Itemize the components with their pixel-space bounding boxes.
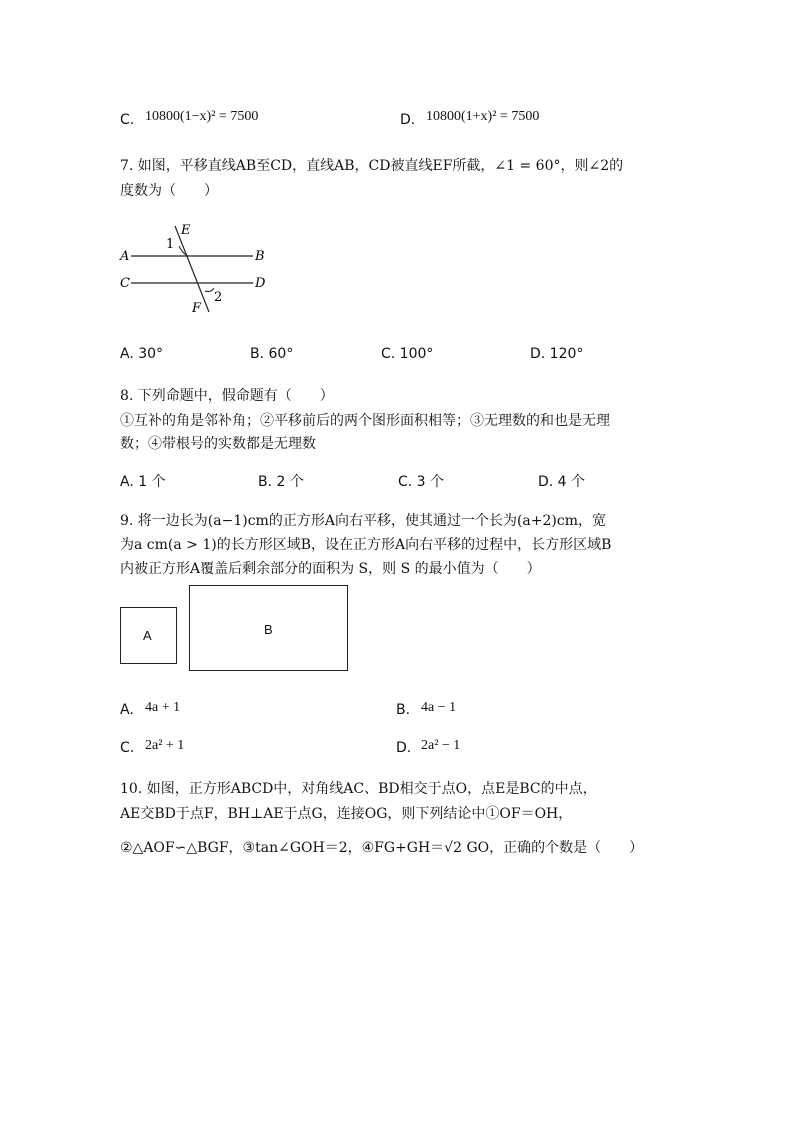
q6-option-d-formula: 10800(1+x)² = 7500 <box>426 109 540 124</box>
label-angle2: 2 <box>214 290 223 305</box>
q7-option-a: A. 30° <box>120 346 164 362</box>
label-c: C <box>120 276 130 291</box>
rectangle-b <box>189 585 348 671</box>
line-ef <box>175 226 209 312</box>
q8-line2: ①互补的角是邻补角；②平移前后的两个图形面积相等；③无理数的和也是无理 <box>120 413 610 429</box>
q6-option-d-label: D. <box>400 112 416 128</box>
label-d: D <box>255 276 266 291</box>
label-e: E <box>181 223 191 238</box>
q10-stem-line1: 10. 如图，正方形ABCD中，对角线AC、BD相交于点O，点E是BC的中点， <box>120 781 597 797</box>
q8-stem: 8. 下列命题中，假命题有（ ） <box>120 388 334 404</box>
angle2-arc <box>205 288 214 292</box>
q9-option-a-label: A. <box>120 702 134 718</box>
q7-option-b: B. 60° <box>250 346 294 362</box>
square-a-label: A <box>143 628 152 643</box>
q9-stem-line1: 9. 将一边长为(a−1)cm的正方形A向右平移，使其通过一个长为(a+2)cm，宽 <box>120 513 606 529</box>
label-a: A <box>120 249 130 264</box>
q9-stem-line2: 为a cm(a > 1)的长方形区域B，设在正方形A向右平移的过程中，长方形区域B <box>120 537 612 553</box>
q9-option-c-value: 2a² + 1 <box>145 738 185 753</box>
q10-stem-line3: ②△AOF∽△BGF，③tan∠GOH＝2，④FG+GH＝√2 GO，正确的个数是（ ） <box>120 840 644 856</box>
q9-option-c-label: C. <box>120 740 135 756</box>
q9-option-b-value: 4a − 1 <box>421 700 457 715</box>
q7-option-c: C. 100° <box>381 346 434 362</box>
q9-option-a-value: 4a + 1 <box>145 700 181 715</box>
q6-option-c-label: C. <box>120 112 135 128</box>
q8-option-c: C. 3 个 <box>398 474 445 490</box>
q8-option-a: A. 1 个 <box>120 474 166 490</box>
q9-option-b-label: B. <box>396 702 411 718</box>
label-angle1: 1 <box>166 237 175 252</box>
square-a <box>120 607 177 664</box>
q8-line3: 数；④带根号的实数都是无理数 <box>120 436 316 452</box>
label-f: F <box>192 301 202 316</box>
label-b: B <box>255 249 265 264</box>
q10-stem-line2: AE交BD于点F，BH⊥AE于点G，连接OG，则下列结论中①OF＝OH， <box>120 806 573 822</box>
q7-stem-line2: 度数为（ ） <box>120 183 218 199</box>
q7-parallel-lines-figure <box>115 218 275 318</box>
q8-option-d: D. 4 个 <box>538 474 586 490</box>
q6-option-c-formula: 10800(1−x)² = 7500 <box>145 109 259 124</box>
rectangle-b-label: B <box>264 622 273 637</box>
q8-option-b: B. 2 个 <box>258 474 304 490</box>
q9-option-d-label: D. <box>396 740 412 756</box>
q7-stem-line1: 7. 如图，平移直线AB至CD，直线AB，CD被直线EF所截，∠1 = 60°，则∠2的 <box>120 158 624 174</box>
q9-stem-line3: 内被正方形A覆盖后剩余部分的面积为 S，则 S 的最小值为（ ） <box>120 561 541 577</box>
q7-option-d: D. 120° <box>530 346 584 362</box>
q9-option-d-value: 2a² − 1 <box>421 738 461 753</box>
